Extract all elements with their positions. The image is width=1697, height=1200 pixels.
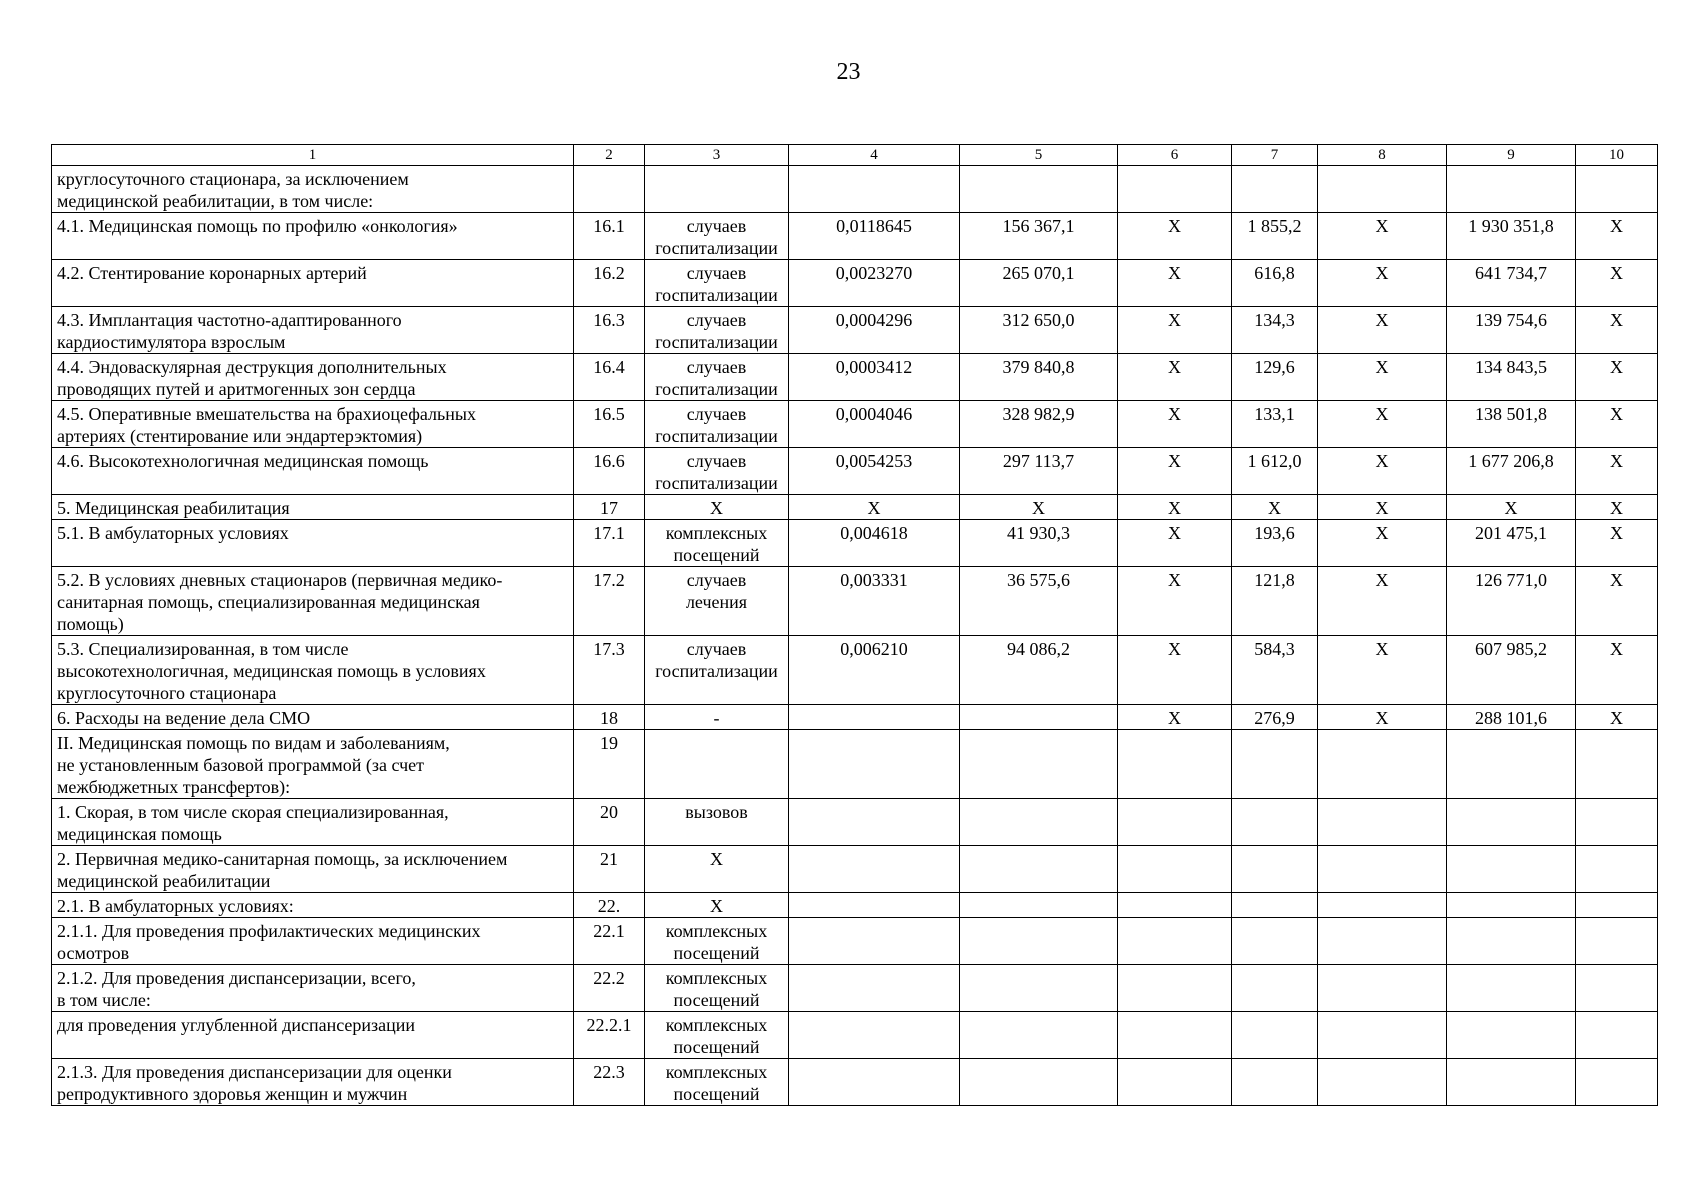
cell-col5: 379 840,8 [960, 354, 1118, 401]
column-header-5: 5 [960, 145, 1118, 166]
cell-col10 [1576, 1059, 1658, 1106]
cell-col6: X [1118, 448, 1232, 495]
cell-col10: X [1576, 307, 1658, 354]
cell-name: 2.1.3. Для проведения диспансеризации для оценки репродуктивного здоровья женщин и мужчин [52, 1059, 574, 1106]
cell-col10: X [1576, 401, 1658, 448]
cell-col9 [1447, 918, 1576, 965]
cell-col5: 41 930,3 [960, 520, 1118, 567]
cell-row-code: 18 [574, 705, 645, 730]
cell-col9: 1 677 206,8 [1447, 448, 1576, 495]
cell-col4: 0,0004046 [789, 401, 960, 448]
cell-col10 [1576, 846, 1658, 893]
cell-col10: X [1576, 213, 1658, 260]
table-row [52, 730, 1658, 799]
cell-col4 [789, 730, 960, 799]
cell-col4 [789, 1012, 960, 1059]
cell-name: 4.1. Медицинская помощь по профилю «онкология» [52, 213, 574, 260]
cell-col4 [789, 166, 960, 213]
cell-col10: X [1576, 705, 1658, 730]
cell-unit: - [645, 705, 789, 730]
cell-col10 [1576, 965, 1658, 1012]
cell-col8: X [1318, 495, 1447, 520]
cell-col9: 641 734,7 [1447, 260, 1576, 307]
cell-col8: X [1318, 260, 1447, 307]
cell-col7 [1232, 918, 1318, 965]
cell-col4 [789, 1059, 960, 1106]
cell-col6 [1118, 1059, 1232, 1106]
cell-col4: 0,003331 [789, 567, 960, 636]
cell-name: 5. Медицинская реабилитация [52, 495, 574, 520]
cell-row-code: 22.2 [574, 965, 645, 1012]
cell-name: 2.1.2. Для проведения диспансеризации, всего, в том числе: [52, 965, 574, 1012]
column-header-9: 9 [1447, 145, 1576, 166]
cell-col6: X [1118, 705, 1232, 730]
cell-col8: X [1318, 401, 1447, 448]
cell-name: 5.3. Специализированная, в том числе высокотехнологичная, медицинская помощь в условиях круглосуточного стационара [52, 636, 574, 705]
cell-row-code: 22.3 [574, 1059, 645, 1106]
cell-unit [645, 730, 789, 799]
cell-unit: случаев госпитализации [645, 636, 789, 705]
column-header-10: 10 [1576, 145, 1658, 166]
table-row [52, 166, 1658, 213]
table-row [52, 893, 1658, 918]
cell-unit: случаев госпитализации [645, 213, 789, 260]
cell-name: 6. Расходы на ведение дела СМО [52, 705, 574, 730]
cell-col5 [960, 705, 1118, 730]
cell-name: 4.4. Эндоваскулярная деструкция дополнительных проводящих путей и аритмогенных зон сердца [52, 354, 574, 401]
cell-col10: X [1576, 636, 1658, 705]
cell-col5 [960, 918, 1118, 965]
cell-col5 [960, 846, 1118, 893]
cell-col8 [1318, 730, 1447, 799]
cell-row-code: 16.3 [574, 307, 645, 354]
cell-col8 [1318, 918, 1447, 965]
table-row [52, 401, 1658, 448]
table-row [52, 354, 1658, 401]
cell-col4: X [789, 495, 960, 520]
table-row [52, 705, 1658, 730]
cell-col4: 0,0003412 [789, 354, 960, 401]
cell-col6: X [1118, 307, 1232, 354]
cell-unit: комплексных посещений [645, 520, 789, 567]
cell-col7: 276,9 [1232, 705, 1318, 730]
cell-col7: 616,8 [1232, 260, 1318, 307]
cell-row-code: 17.1 [574, 520, 645, 567]
cell-col8 [1318, 893, 1447, 918]
cell-unit: случаев госпитализации [645, 354, 789, 401]
cell-col7: 584,3 [1232, 636, 1318, 705]
cell-col10: X [1576, 495, 1658, 520]
cell-col9: 134 843,5 [1447, 354, 1576, 401]
cell-col4 [789, 965, 960, 1012]
cell-col4: 0,0023270 [789, 260, 960, 307]
cell-row-code: 16.4 [574, 354, 645, 401]
cell-col8: X [1318, 354, 1447, 401]
cell-col9: 138 501,8 [1447, 401, 1576, 448]
cell-col8 [1318, 1059, 1447, 1106]
cell-col6 [1118, 893, 1232, 918]
cell-unit: случаев госпитализации [645, 401, 789, 448]
cell-col5 [960, 1059, 1118, 1106]
cell-col7: 121,8 [1232, 567, 1318, 636]
column-header-1: 1 [52, 145, 574, 166]
cell-col10 [1576, 166, 1658, 213]
cell-col10: X [1576, 354, 1658, 401]
cell-col7: 1 612,0 [1232, 448, 1318, 495]
cell-col7: 1 855,2 [1232, 213, 1318, 260]
cell-col5 [960, 1012, 1118, 1059]
cell-name: 2. Первичная медико-санитарная помощь, за исключением медицинской реабилитации [52, 846, 574, 893]
column-header-4: 4 [789, 145, 960, 166]
cell-col5: 156 367,1 [960, 213, 1118, 260]
cell-row-code: 16.6 [574, 448, 645, 495]
table-row [52, 636, 1658, 705]
cell-col4 [789, 799, 960, 846]
cell-col8: X [1318, 520, 1447, 567]
cell-row-code: 21 [574, 846, 645, 893]
table-header-row [52, 145, 1658, 166]
cell-unit: вызовов [645, 799, 789, 846]
cell-row-code: 16.2 [574, 260, 645, 307]
cell-col9 [1447, 893, 1576, 918]
table-row [52, 520, 1658, 567]
cell-col6 [1118, 918, 1232, 965]
cell-row-code: 19 [574, 730, 645, 799]
cell-name: II. Медицинская помощь по видам и заболеваниям, не установленным базовой программой (за счет межбюджетных трансфертов): [52, 730, 574, 799]
cell-col9: 1 930 351,8 [1447, 213, 1576, 260]
cell-name: 1. Скорая, в том числе скорая специализированная, медицинская помощь [52, 799, 574, 846]
cell-col8 [1318, 166, 1447, 213]
table-row [52, 567, 1658, 636]
column-header-2: 2 [574, 145, 645, 166]
cell-unit: комплексных посещений [645, 1059, 789, 1106]
cell-col5: X [960, 495, 1118, 520]
cell-unit: комплексных посещений [645, 1012, 789, 1059]
cell-unit: X [645, 495, 789, 520]
cell-col10 [1576, 730, 1658, 799]
column-header-3: 3 [645, 145, 789, 166]
cell-col9 [1447, 730, 1576, 799]
cell-unit: комплексных посещений [645, 965, 789, 1012]
cell-col6: X [1118, 213, 1232, 260]
cell-unit: случаев госпитализации [645, 448, 789, 495]
cell-col7 [1232, 965, 1318, 1012]
cell-col8: X [1318, 213, 1447, 260]
table-row [52, 965, 1658, 1012]
cell-col6: X [1118, 520, 1232, 567]
cell-col8 [1318, 799, 1447, 846]
cell-name: 4.5. Оперативные вмешательства на брахиоцефальных артериях (стентирование или эндартерэктомия) [52, 401, 574, 448]
cell-row-code: 16.1 [574, 213, 645, 260]
cell-col8 [1318, 846, 1447, 893]
cell-col4 [789, 846, 960, 893]
cell-row-code: 22.2.1 [574, 1012, 645, 1059]
cell-row-code: 16.5 [574, 401, 645, 448]
cell-col5 [960, 965, 1118, 1012]
cell-col8: X [1318, 448, 1447, 495]
cell-col10: X [1576, 567, 1658, 636]
column-header-7: 7 [1232, 145, 1318, 166]
cell-col9 [1447, 1059, 1576, 1106]
cell-col5 [960, 893, 1118, 918]
table-row [52, 260, 1658, 307]
table-row [52, 448, 1658, 495]
cell-col4: 0,004618 [789, 520, 960, 567]
page-number: 23 [836, 59, 861, 85]
cell-col6: X [1118, 401, 1232, 448]
table-row [52, 846, 1658, 893]
cell-col7 [1232, 1059, 1318, 1106]
cell-name: 5.1. В амбулаторных условиях [52, 520, 574, 567]
cell-col7 [1232, 166, 1318, 213]
cell-name: 2.1. В амбулаторных условиях: [52, 893, 574, 918]
cell-col10: X [1576, 520, 1658, 567]
cell-unit: случаев лечения [645, 567, 789, 636]
cell-row-code: 17.3 [574, 636, 645, 705]
cell-col10: X [1576, 260, 1658, 307]
table-body [52, 145, 1658, 1106]
cell-col7 [1232, 730, 1318, 799]
cell-col6 [1118, 965, 1232, 1012]
cell-col5 [960, 799, 1118, 846]
column-header-8: 8 [1318, 145, 1447, 166]
cell-col5: 36 575,6 [960, 567, 1118, 636]
cell-col6 [1118, 730, 1232, 799]
cell-row-code: 22.1 [574, 918, 645, 965]
cell-unit: X [645, 846, 789, 893]
cell-row-code: 17 [574, 495, 645, 520]
cell-col5: 312 650,0 [960, 307, 1118, 354]
cell-col7 [1232, 846, 1318, 893]
cell-name: 4.2. Стентирование коронарных артерий [52, 260, 574, 307]
cell-col7: 134,3 [1232, 307, 1318, 354]
cell-col10 [1576, 799, 1658, 846]
table-row [52, 495, 1658, 520]
cell-col9 [1447, 166, 1576, 213]
cell-col4 [789, 705, 960, 730]
table-row [52, 307, 1658, 354]
column-header-6: 6 [1118, 145, 1232, 166]
cell-name: 4.3. Имплантация частотно-адаптированного кардиостимулятора взрослым [52, 307, 574, 354]
cell-col6: X [1118, 636, 1232, 705]
cell-col7: X [1232, 495, 1318, 520]
cell-col6 [1118, 846, 1232, 893]
cell-col4: 0,0004296 [789, 307, 960, 354]
cell-col9 [1447, 965, 1576, 1012]
cell-col5: 328 982,9 [960, 401, 1118, 448]
cell-col4: 0,0054253 [789, 448, 960, 495]
cell-col6 [1118, 1012, 1232, 1059]
table-row [52, 1012, 1658, 1059]
cell-col4: 0,0118645 [789, 213, 960, 260]
cell-col8: X [1318, 307, 1447, 354]
cell-col10 [1576, 918, 1658, 965]
cell-col5: 94 086,2 [960, 636, 1118, 705]
cell-unit: случаев госпитализации [645, 307, 789, 354]
cell-unit: случаев госпитализации [645, 260, 789, 307]
data-table [51, 144, 1658, 1106]
cell-col4 [789, 893, 960, 918]
cell-col8: X [1318, 705, 1447, 730]
cell-col9: 201 475,1 [1447, 520, 1576, 567]
table-row [52, 918, 1658, 965]
cell-col4 [789, 918, 960, 965]
cell-col5: 297 113,7 [960, 448, 1118, 495]
cell-col9: 126 771,0 [1447, 567, 1576, 636]
cell-name: 2.1.1. Для проведения профилактических медицинских осмотров [52, 918, 574, 965]
cell-col8 [1318, 965, 1447, 1012]
cell-col9 [1447, 1012, 1576, 1059]
cell-col5 [960, 730, 1118, 799]
cell-col5: 265 070,1 [960, 260, 1118, 307]
cell-col6 [1118, 799, 1232, 846]
cell-col10 [1576, 893, 1658, 918]
cell-row-code: 22. [574, 893, 645, 918]
cell-col4: 0,006210 [789, 636, 960, 705]
cell-col6: X [1118, 567, 1232, 636]
cell-col8: X [1318, 636, 1447, 705]
cell-col5 [960, 166, 1118, 213]
cell-unit: X [645, 893, 789, 918]
cell-col7 [1232, 799, 1318, 846]
cell-col9: 607 985,2 [1447, 636, 1576, 705]
cell-name: 5.2. В условиях дневных стационаров (первичная медико- санитарная помощь, специализированная медицинская помощь) [52, 567, 574, 636]
cell-name: круглосуточного стационара, за исключением медицинской реабилитации, в том числе: [52, 166, 574, 213]
cell-unit [645, 166, 789, 213]
cell-col6 [1118, 166, 1232, 213]
cell-name: для проведения углубленной диспансеризации [52, 1012, 574, 1059]
cell-col6: X [1118, 354, 1232, 401]
table-row [52, 1059, 1658, 1106]
cell-col7 [1232, 1012, 1318, 1059]
cell-name: 4.6. Высокотехнологичная медицинская помощь [52, 448, 574, 495]
cell-col7: 193,6 [1232, 520, 1318, 567]
cell-col10 [1576, 1012, 1658, 1059]
table-row [52, 213, 1658, 260]
cell-col9: 288 101,6 [1447, 705, 1576, 730]
cell-row-code [574, 166, 645, 213]
cell-col9: 139 754,6 [1447, 307, 1576, 354]
cell-row-code: 17.2 [574, 567, 645, 636]
table-row [52, 799, 1658, 846]
cell-col6: X [1118, 260, 1232, 307]
cell-col7: 133,1 [1232, 401, 1318, 448]
cell-col7: 129,6 [1232, 354, 1318, 401]
cell-col9: X [1447, 495, 1576, 520]
cell-col7 [1232, 893, 1318, 918]
cell-col9 [1447, 799, 1576, 846]
cell-col6: X [1118, 495, 1232, 520]
cell-col10: X [1576, 448, 1658, 495]
cell-col8: X [1318, 567, 1447, 636]
cell-col9 [1447, 846, 1576, 893]
cell-col8 [1318, 1012, 1447, 1059]
cell-row-code: 20 [574, 799, 645, 846]
cell-unit: комплексных посещений [645, 918, 789, 965]
